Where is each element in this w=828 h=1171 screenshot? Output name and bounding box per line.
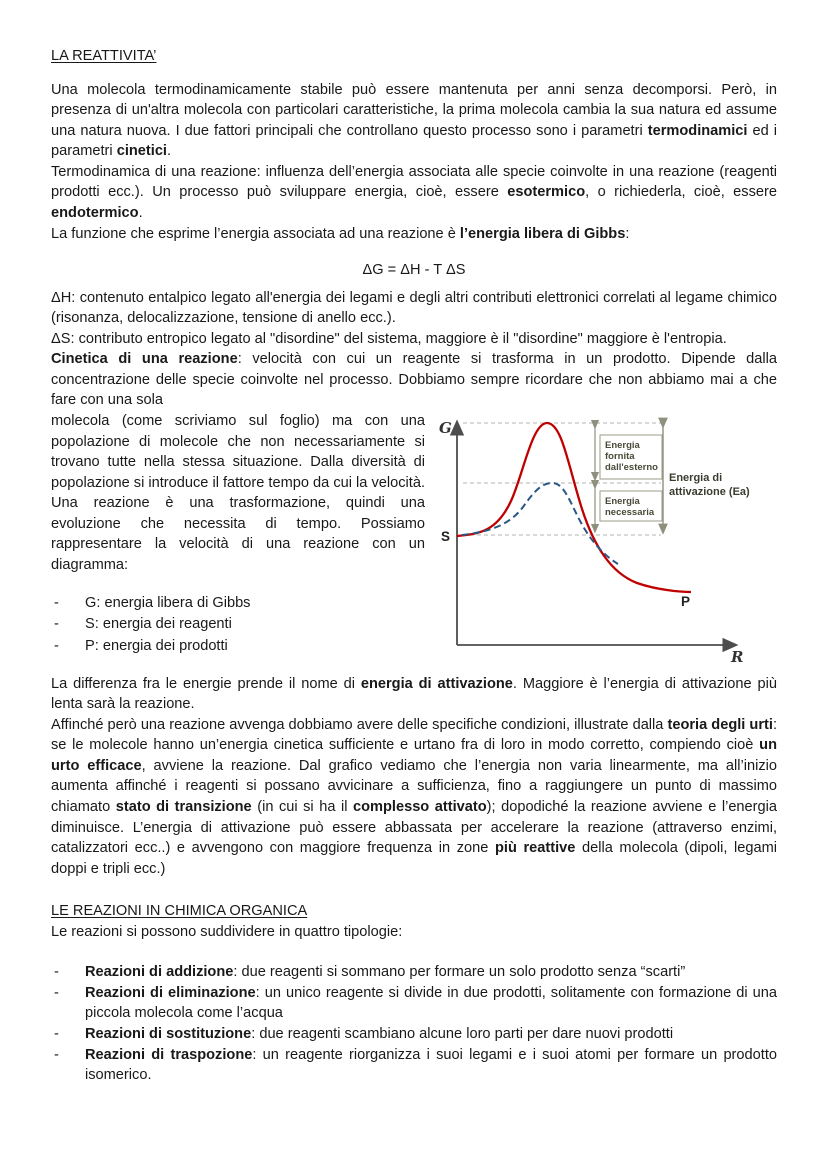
paragraph-tipologie-intro: Le reazioni si possono suddividere in quattro tipologie: [51,923,403,940]
text-figure-wrap-zone [51,411,777,674]
paragraph-attivazione: La differenza fra le energie prende il nome di energia di attivazione. Maggiore è l’energia di attivazione più lenta sarà la reazione. [51,675,777,713]
external-energy-box-line1: Energia [605,440,640,451]
reaction-item-addizione: - Reazioni di addizione: due reagenti si sommano per formare un solo prodotto senza “scarti” [51,962,777,983]
paragraph-termodinamica: Termodinamica di una reazione: influenza dell’energia associata alle specie coinvolte in una reazione (reagenti prodotti ecc.). Un processo può sviluppare energia, cioè, essere esotermico, o richiederla, cioè, essere endotermico. [51,163,777,221]
paragraph-gibbs-intro: La funzione che esprime l’energia associata ad una reazione è l’energia libera di Gibbs: [51,225,630,242]
external-energy-box-line3: dall'esterno [605,462,658,473]
legend-item-s: - S: energia dei reagenti [51,614,777,635]
activation-energy-label-line2: attivazione (Ea) [669,486,750,498]
activation-energy-label-line1: Energia di [669,472,723,484]
x-axis-label: R [731,648,744,663]
paragraph-cinetica-wrap: molecola (come scriviamo sul foglio) ma con una popolazione di molecole che non necessariamente si trovano tutte nella stessa situazione. Dalla diversità di popolazione si introduce il fattore tempo da cui la velocità. Una reazione è una trasformazione, quindi una evoluzione che necessita di tempo. Possiamo rappresentare la velocità di una reazione con un diagramma: [51,413,425,573]
needed-energy-box-line2: necessaria [605,507,655,518]
external-energy-box-line2: fornita [605,451,635,462]
reaction-item-eliminazione: - Reazioni di eliminazione: un unico reagente si divide in due prodotti, solitamente con formazione di una piccola molecola come l’acqua [51,983,777,1024]
section-heading-reazioni: LE REAZIONI IN CHIMICA ORGANICA [51,903,308,920]
reactant-point-label: S [441,529,451,544]
paragraph-cinetica-lead: Cinetica di una reazione: velocità con cui un reagente si trasforma in un prodotto. Dipende dalla concentrazione delle specie coinvolte nel processo. Dobbiamo sempre ricordare che non abbiamo mai a che fare con una sola [51,351,777,409]
page-title: LA REATTIVITA’ [51,48,157,64]
reaction-item-sostituzione: - Reazioni di sostituzione: due reagenti scambiano alcune loro parti per dare nuovi prodotti [51,1024,777,1045]
reaction-types-list [51,962,777,1085]
paragraph-urti: Affinché però una reazione avvenga dobbiamo avere delle specifiche condizioni, illustrate dalla teoria degli urti: se le molecole hanno un’energia cinetica sufficiente e urtano fra di loro in modo corretto, compiendo cioè un urto efficace, avviene la reazione. Dal grafico vediamo che l’energia non varia linearmente, ma all’inizio aumenta affinché i reagenti si possano avvicinare a sufficienza, fino a raggiungere un punto di massimo chiamato stato di transizione (in cui si ha il complesso attivato); dopodiché la reazione avviene e l’energia diminuisce. L’energia di attivazione può essere abbassata per accelerare la reazione (attraverso enzimi, catalizzatori ecc..) e avvengono con maggiore frequenza in zone più reattive della molecola (dipoli, legami doppi e tripli ecc.) [51,716,778,877]
product-point-label: P [681,594,691,609]
paragraph-intro: Una molecola termodinamicamente stabile può essere mantenuta per anni senza decomporsi. Però, in presenza di un'altra molecola con particolari caratteristiche, la prima molecola cambia la sua natura ed assume una natura nuova. I due fattori principali che controllano questo processo sono i parametri termodinamici ed i parametri cinetici. [51,81,777,160]
y-axis-label: G [439,419,452,437]
reaction-item-traspozione: - Reazioni di traspozione: un reagente riorganizza i suoi legami e i suoi atomi per formare un prodotto isomerico. [51,1045,777,1086]
gibbs-equation: ΔG = ΔH - T ΔS [362,262,466,279]
paragraph-delta-s: ΔS: contributo entropico legato al "disordine" del sistema, maggiore è il "disordine" maggiore è l'entropia. [51,330,727,347]
diagram-legend-list [51,593,777,657]
legend-item-g: - G: energia libera di Gibbs [51,593,777,614]
paragraph-delta-h: ΔH: contenuto entalpico legato all'energia dei legami e degli altri contributi elettronici correlati al legame chimico (risonanza, delocalizzazione, tensione di anello ecc.). [51,289,777,327]
legend-item-p: - P: energia dei prodotti [51,636,777,657]
needed-energy-box-line1: Energia [605,496,640,507]
